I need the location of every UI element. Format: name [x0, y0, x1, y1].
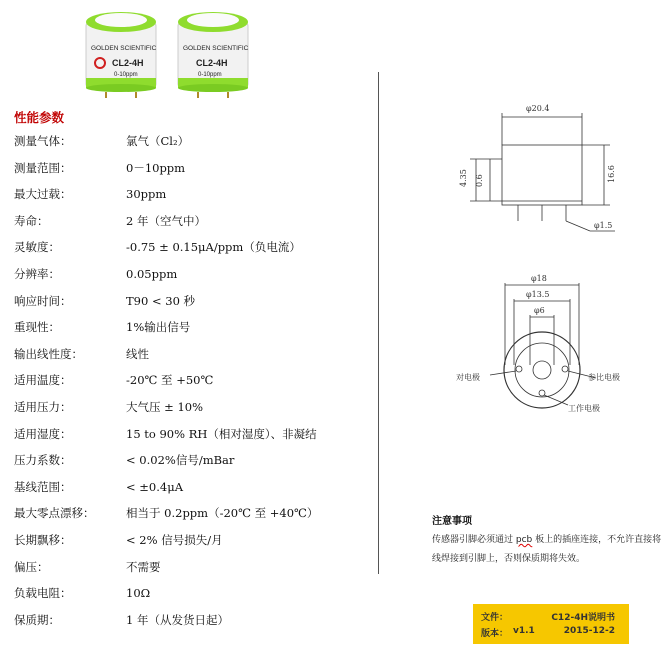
spec-label: 保质期： [14, 612, 60, 627]
sensor-left [86, 12, 157, 98]
spec-value: 氯气（Cl₂） [126, 134, 190, 148]
vertical-divider [378, 72, 379, 574]
spec-label: 压力系数： [14, 453, 72, 468]
pcb-word: pcb [515, 535, 533, 545]
version-label: 版本： [481, 629, 509, 639]
product-photo [82, 8, 252, 100]
spec-value: 相当于 0.2ppm（-20℃ 至 +40℃） [126, 506, 319, 521]
file-label: 文件： [481, 613, 509, 623]
spec-value: T90 < 30 秒 [126, 293, 196, 308]
dim-height-label: 16.6 [607, 165, 616, 183]
spec-label: 偏压： [14, 559, 49, 574]
spec-label: 适用压力： [14, 400, 72, 414]
dim-outer-label: φ18 [531, 274, 547, 283]
photo-model-right: CL2-4H [196, 58, 228, 68]
section-title: 性能参数 [14, 110, 65, 125]
spec-label: 适用温度： [14, 373, 72, 388]
photo-brand-right: GOLDEN SCIENTIFIC [183, 45, 249, 52]
photo-model-left: CL2-4H [112, 58, 144, 68]
notice-text: 传感器引脚必须通过 pcb 板上的插座连接，不允许直接将线焊接到引脚上，否则保质期将失效。 [432, 535, 662, 564]
spec-value: 2 年（空气中） [126, 213, 206, 228]
spec-label: 重现性： [14, 320, 60, 335]
spec-value: 线性 [126, 346, 149, 361]
spec-label: 最大零点漂移： [14, 506, 95, 521]
dim-inner-label: φ6 [534, 306, 545, 315]
notice-title: 注意事项 [432, 516, 472, 527]
label-working-electrode: 工作电极 [568, 404, 600, 413]
spec-value: -20℃ 至 +50℃ [126, 373, 214, 388]
spec-value: -0.75 ± 0.15μA/ppm（负电流） [126, 240, 301, 255]
document-info-box [473, 604, 629, 644]
date-value: 2015-12-2 [563, 626, 615, 636]
dim-mid-label: 0.6 [475, 174, 484, 187]
label-reference-electrode: 参比电极 [588, 373, 620, 382]
spec-label: 基线范围： [14, 479, 72, 494]
spec-value: < ±0.4μA [126, 479, 183, 494]
spec-value: 10Ω [126, 586, 151, 601]
spec-value: 15 to 90% RH（相对湿度）、非凝结 [126, 426, 317, 441]
spec-label: 最大过载： [14, 187, 72, 202]
spec-label: 测量范围： [14, 160, 72, 175]
dim-left-label: 4.35 [459, 169, 468, 187]
spec-label: 适用湿度： [14, 426, 72, 441]
spec-label: 输出线性度： [14, 346, 83, 361]
bottom-view-drawing [490, 283, 596, 408]
spec-value: 30ppm [126, 187, 167, 202]
version-value: v1.1 [513, 626, 535, 636]
spec-value: 0－10ppm [126, 160, 186, 175]
dimension-drawings [430, 95, 660, 425]
spec-label: 长期飘移： [14, 533, 72, 547]
spec-value: 0.05ppm [126, 267, 178, 281]
sensor-right [178, 12, 249, 98]
spec-label: 测量气体： [14, 134, 72, 148]
label-counter-electrode: 对电极 [456, 373, 480, 382]
spec-value: 1 年（从发货日起） [126, 612, 229, 627]
photo-range-right: 0-10ppm [198, 72, 222, 78]
spec-label: 寿命： [14, 213, 49, 228]
spec-value: < 2% 信号损失/月 [126, 533, 223, 547]
spec-label: 负载电阻： [14, 586, 72, 601]
spec-value: 大气压 ± 10% [126, 400, 204, 414]
spec-value: 1%输出信号 [126, 320, 191, 335]
side-view-drawing [470, 113, 615, 231]
photo-brand-left: GOLDEN SCIENTIFIC [91, 45, 157, 52]
dim-width-label: φ20.4 [526, 104, 550, 113]
spec-label: 响应时间： [14, 293, 72, 308]
photo-range-left: 0-10ppm [114, 72, 138, 78]
spec-label: 分辨率： [14, 267, 60, 281]
dim-pin-label: φ1.5 [594, 221, 613, 230]
dim-mid-diameter-label: φ13.5 [526, 290, 550, 299]
spec-value: < 0.02%信号/mBar [126, 453, 235, 468]
file-value: C12-4H说明书 [551, 613, 615, 623]
spec-label: 灵敏度： [14, 240, 60, 255]
spec-value: 不需要 [126, 559, 161, 574]
